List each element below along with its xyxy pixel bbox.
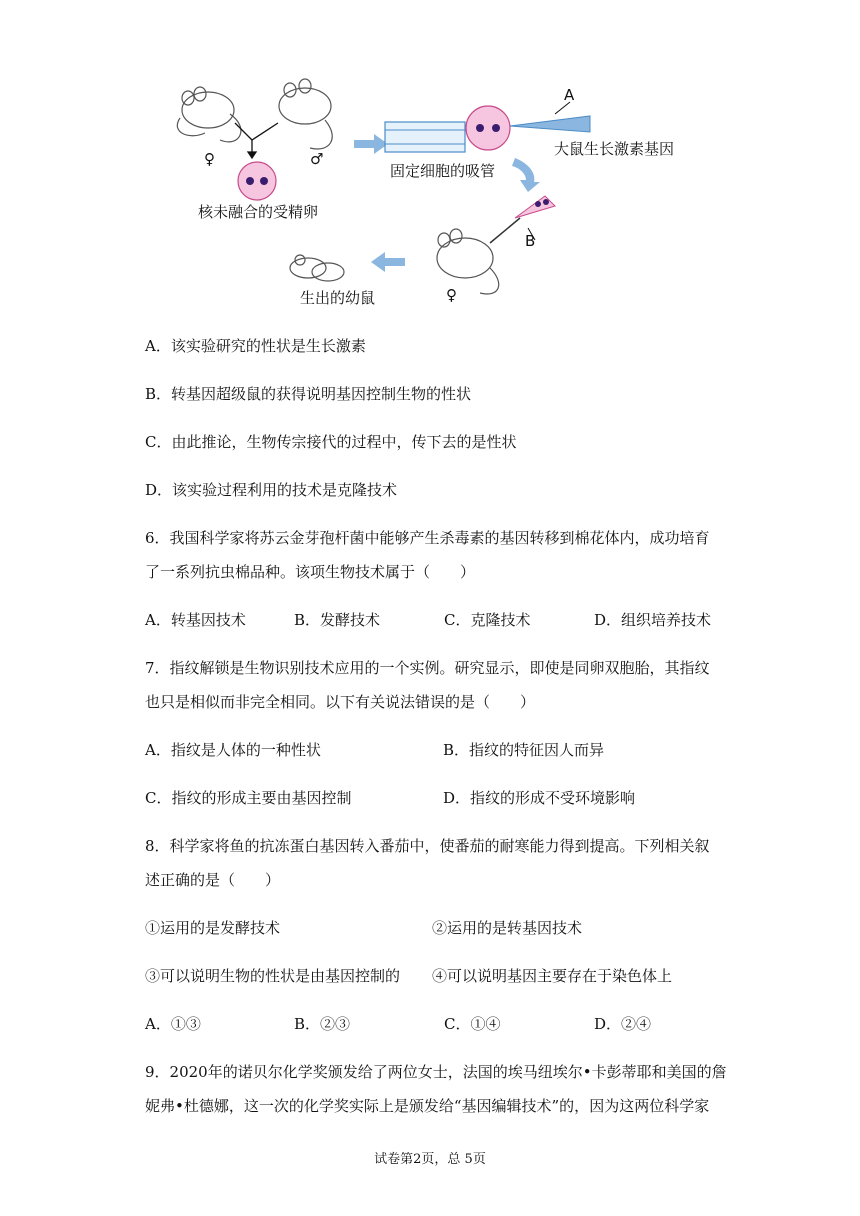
q6-option-b: B．发酵技术 [294,611,381,629]
q5-option-a: A．该实验研究的性状是生长激素 [145,337,366,355]
page-footer: 试卷第2页，总 5页 [374,1152,486,1167]
cell-icon [466,106,510,150]
q6-option-c: C．克隆技术 [444,611,531,629]
q8-option-b: B．②③ [294,1015,351,1033]
fertilized-egg-icon [238,162,276,200]
injection-needle-a-icon [510,102,590,132]
q8-option-d: D．②④ [594,1015,652,1033]
injection-needle-b-icon [490,196,555,243]
q8-stem-line1: 8．科学家将鱼的抗冻蛋白基因转入番茄中，使番茄的耐寒能力得到提高。下列相关叙 [145,837,710,855]
gene-label: 大鼠生长激素基因 [554,140,675,158]
q8-statement-1: ①运用的是发酵技术 [145,919,281,937]
holding-pipette-icon [385,122,465,152]
male-mouse-icon [279,79,332,149]
arrow-left-icon [371,252,405,272]
arrow-right-icon [354,134,388,154]
recipient-mouse-icon [437,229,499,294]
female-symbol: ♀ [204,150,215,168]
q7-stem-line1: 7．指纹解锁是生物识别技术应用的一个实例。研究显示，即使是同卵双胞胎，其指纹 [145,659,710,677]
q5-option-b: B．转基因超级鼠的获得说明基因控制生物的性状 [145,385,472,403]
offspring-mice-icon [290,255,344,281]
offspring-label: 生出的幼鼠 [300,289,376,307]
transgenic-mouse-diagram [160,78,720,314]
q6-option-d: D．组织培养技术 [594,611,712,629]
pipette-label: 固定细胞的吸管 [390,162,496,180]
q6-stem-line2: 了一系列抗虫棉品种。该项生物技术属于（ ） [145,563,476,581]
q8-statement-2: ②运用的是转基因技术 [432,919,583,937]
label-b: B [525,232,536,250]
q9-stem-line1: 9．2020年的诺贝尔化学奖颁发给了两位女士，法国的埃马纽埃尔•卡彭蒂耶和美国的詹 [145,1063,727,1081]
male-symbol: ♂ [310,150,324,168]
female-symbol-2: ♀ [446,286,457,304]
arrow-down-icon [512,158,540,192]
female-mouse-icon [177,87,241,142]
zygote-label: 核未融合的受精卵 [198,203,319,221]
q7-option-b: B．指纹的特征因人而异 [443,741,605,759]
q7-option-c: C．指纹的形成主要由基因控制 [145,789,352,807]
q8-option-a: A．①③ [145,1015,201,1033]
q8-option-c: C．①④ [444,1015,501,1033]
q8-stem-line2: 述正确的是（ ） [145,871,281,889]
q5-option-d: D．该实验过程利用的技术是克隆技术 [145,481,398,499]
q8-statement-3: ③可以说明生物的性状是由基因控制的 [145,967,401,985]
q9-stem-line2: 妮弗•杜德娜，这一次的化学奖实际上是颁发给“基因编辑技术”的，因为这两位科学家 [145,1097,710,1115]
label-a: A [564,86,575,104]
q7-stem-line2: 也只是相似而非完全相同。以下有关说法错误的是（ ） [145,693,536,711]
q7-option-a: A．指纹是人体的一种性状 [145,741,321,759]
q7-option-d: D．指纹的形成不受环境影响 [443,789,636,807]
q5-option-c: C．由此推论，生物传宗接代的过程中，传下去的是性状 [145,433,517,451]
q6-stem-line1: 6．我国科学家将苏云金芽孢杆菌中能够产生杀毒素的基因转移到棉花体内，成功培育 [145,529,710,547]
q6-option-a: A．转基因技术 [145,611,246,629]
q8-statement-4: ④可以说明基因主要存在于染色体上 [432,967,673,985]
cross-lines [235,123,278,158]
